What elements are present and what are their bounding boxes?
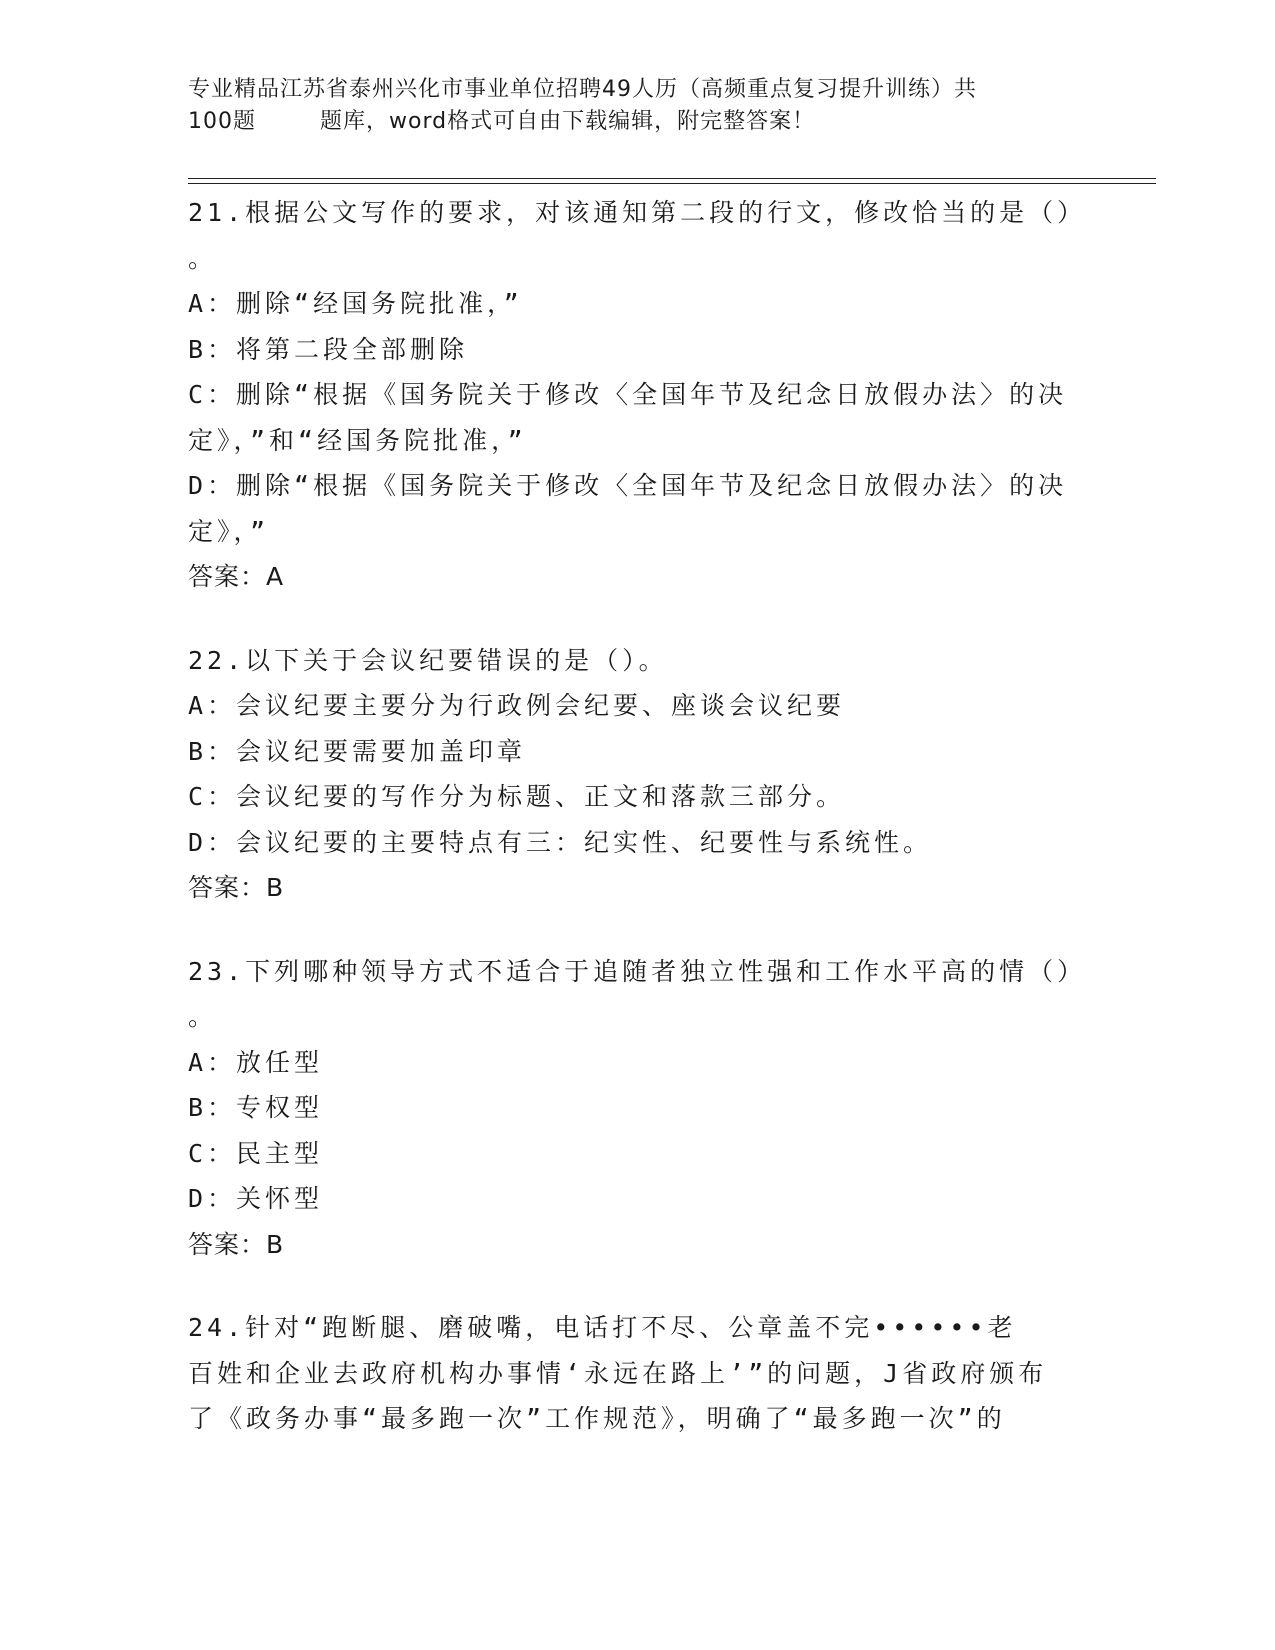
answer-option-line: C：会议纪要的写作分为标题、正文和落款三部分。 bbox=[188, 782, 846, 811]
question-stem-line: 。 bbox=[188, 1002, 218, 1031]
answer-key: 答案：B bbox=[188, 1229, 285, 1259]
answer-option bbox=[188, 683, 1088, 729]
answer-option bbox=[188, 1085, 1088, 1131]
header-count: 100题 bbox=[188, 109, 256, 134]
answer-option-line: D：删除“根据《国务院关于修改〈全国年节及纪念日放假办法〉的决 bbox=[188, 471, 1068, 500]
answer-option-line: 定》，” bbox=[188, 516, 270, 546]
answer-option-line: C：民主型 bbox=[188, 1138, 324, 1168]
header-title-line-2 bbox=[188, 106, 1068, 138]
answer-option-line: D：会议纪要的主要特点有三：纪实性、纪要性与系统性。 bbox=[188, 827, 933, 857]
question-stem bbox=[188, 949, 1088, 1040]
question-stem bbox=[188, 190, 1088, 281]
answer-option-line: B：会议纪要需要加盖印章 bbox=[188, 736, 527, 766]
answer-option bbox=[188, 1040, 1088, 1086]
header-title-line-1: 专业精品江苏省泰州兴化市事业单位招聘49人历（高频重点复习提升训练）共 bbox=[188, 77, 977, 102]
header-description: 题库，word格式可自由下载编辑，附完整答案！ bbox=[320, 109, 816, 134]
answer-option bbox=[188, 281, 1088, 327]
answer-option-line: D：关怀型 bbox=[188, 1184, 324, 1213]
question-stem-line: 21.根据公文写作的要求，对该通知第二段的行文，修改恰当的是（） bbox=[188, 198, 1087, 227]
header-divider-bottom bbox=[188, 183, 1156, 184]
question-stem bbox=[188, 638, 1088, 684]
question-stem-line: 了《政务办事“最多跑一次”工作规范》，明确了“最多跑一次”的 bbox=[188, 1404, 1006, 1433]
question-stem-line: 24.针对“跑断腿、磨破嘴，电话打不尽、公章盖不完••••••老 bbox=[188, 1313, 1017, 1342]
answer-option bbox=[188, 820, 1088, 866]
answer-option bbox=[188, 774, 1088, 820]
question-stem bbox=[188, 1305, 1088, 1442]
question-stem-line: 22.以下关于会议纪要错误的是（）。 bbox=[188, 645, 668, 675]
answer-option-line: B：将第二段全部删除 bbox=[188, 334, 469, 364]
answer-option bbox=[188, 327, 1088, 373]
answer-option-line: C：删除“根据《国务院关于修改〈全国年节及纪念日放假办法〉的决 bbox=[188, 380, 1068, 409]
answer-option-line: B：专权型 bbox=[188, 1093, 324, 1122]
question-block bbox=[188, 190, 1088, 600]
answer-option bbox=[188, 463, 1088, 554]
answer-option bbox=[188, 729, 1088, 775]
question-block bbox=[188, 638, 1088, 911]
question-block bbox=[188, 1305, 1088, 1442]
answer-option-line: A：放任型 bbox=[188, 1047, 324, 1077]
document-header bbox=[188, 74, 1068, 138]
question-list bbox=[188, 190, 1088, 1480]
answer-key: 答案：B bbox=[188, 873, 285, 902]
answer-option bbox=[188, 1131, 1088, 1177]
question-block bbox=[188, 949, 1088, 1268]
answer-option bbox=[188, 1176, 1088, 1222]
answer-option-line: 定》，”和“经国务院批准，” bbox=[188, 425, 527, 455]
answer-key: 答案：A bbox=[188, 562, 285, 591]
answer-option-line: A：会议纪要主要分为行政例会纪要、座谈会议纪要 bbox=[188, 691, 846, 720]
question-stem-line: 23.下列哪种领导方式不适合于追随者独立性强和工作水平高的情（） bbox=[188, 956, 1087, 986]
question-stem-line: 百姓和企业去政府机构办事情‘永远在路上’”的问题，J省政府颁布 bbox=[188, 1358, 1048, 1388]
answer-option-line: A：删除“经国务院批准，” bbox=[188, 289, 523, 318]
question-stem-line: 。 bbox=[188, 243, 218, 273]
header-divider-top bbox=[188, 178, 1156, 179]
answer-option bbox=[188, 372, 1088, 463]
